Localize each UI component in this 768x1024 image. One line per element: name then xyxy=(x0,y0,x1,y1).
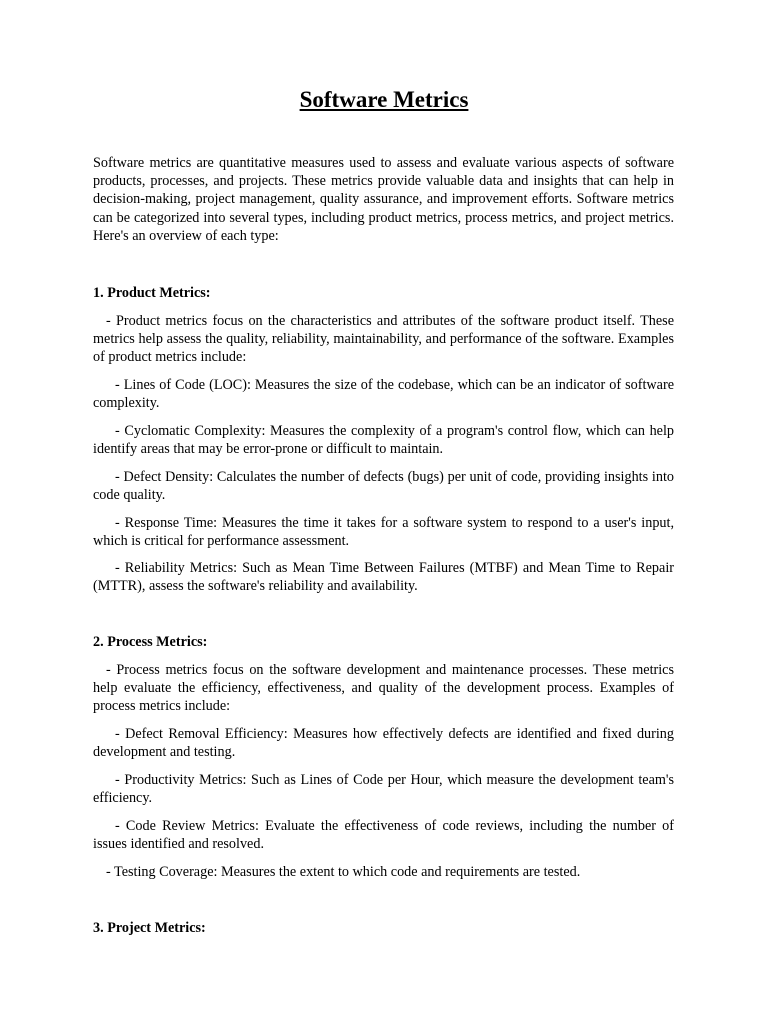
list-item: - Testing Coverage: Measures the extent to which code and requirements are tested. xyxy=(106,864,581,880)
section-heading: 3. Project Metrics: xyxy=(93,920,206,936)
section-description: - Product metrics focus on the characteristics and attributes of the software product itself. These metrics help assess the quality, reliability, maintainability, and performance of the software. Examples of product metrics include: xyxy=(93,313,674,366)
section-process-metrics xyxy=(93,633,674,651)
section-product-metrics xyxy=(93,284,674,302)
section-heading: 1. Product Metrics: xyxy=(93,285,211,301)
list-item: - Code Review Metrics: Evaluate the effectiveness of code reviews, including the number of issues identified and resolved. xyxy=(93,818,674,853)
list-item: - Productivity Metrics: Such as Lines of Code per Hour, which measure the development team's efficiency. xyxy=(93,772,674,807)
list-item: - Cyclomatic Complexity: Measures the complexity of a program's control flow, which can help identify areas that may be error-prone or difficult to maintain. xyxy=(93,423,674,458)
document-title: Software Metrics xyxy=(299,87,469,112)
list-item: - Defect Density: Calculates the number of defects (bugs) per unit of code, providing insights into code quality. xyxy=(93,469,674,504)
list-item: - Defect Removal Efficiency: Measures how effectively defects are identified and fixed during development and testing. xyxy=(93,726,674,761)
list-item: - Lines of Code (LOC): Measures the size of the codebase, which can be an indicator of software complexity. xyxy=(93,377,674,412)
section-project-metrics xyxy=(93,919,674,937)
section-description: - Process metrics focus on the software development and maintenance processes. These metrics help evaluate the efficiency, effectiveness, and quality of the development process. Examples of process metrics include: xyxy=(93,662,674,715)
intro-paragraph: Software metrics are quantitative measures used to assess and evaluate various aspects of software products, processes, and projects. These metrics provide valuable data and insights that can help in decision-making, project management, quality assurance, and improvement efforts. Software metrics can be categorized into several types, including product metrics, process metrics, and project metrics. Here's an overview of each type: xyxy=(93,155,674,244)
section-heading: 2. Process Metrics: xyxy=(93,634,208,650)
list-item: - Reliability Metrics: Such as Mean Time Between Failures (MTBF) and Mean Time to Repair (MTTR), assess the software's reliability and availability. xyxy=(93,560,674,595)
list-item: - Response Time: Measures the time it takes for a software system to respond to a user's input, which is critical for performance assessment. xyxy=(93,515,674,550)
